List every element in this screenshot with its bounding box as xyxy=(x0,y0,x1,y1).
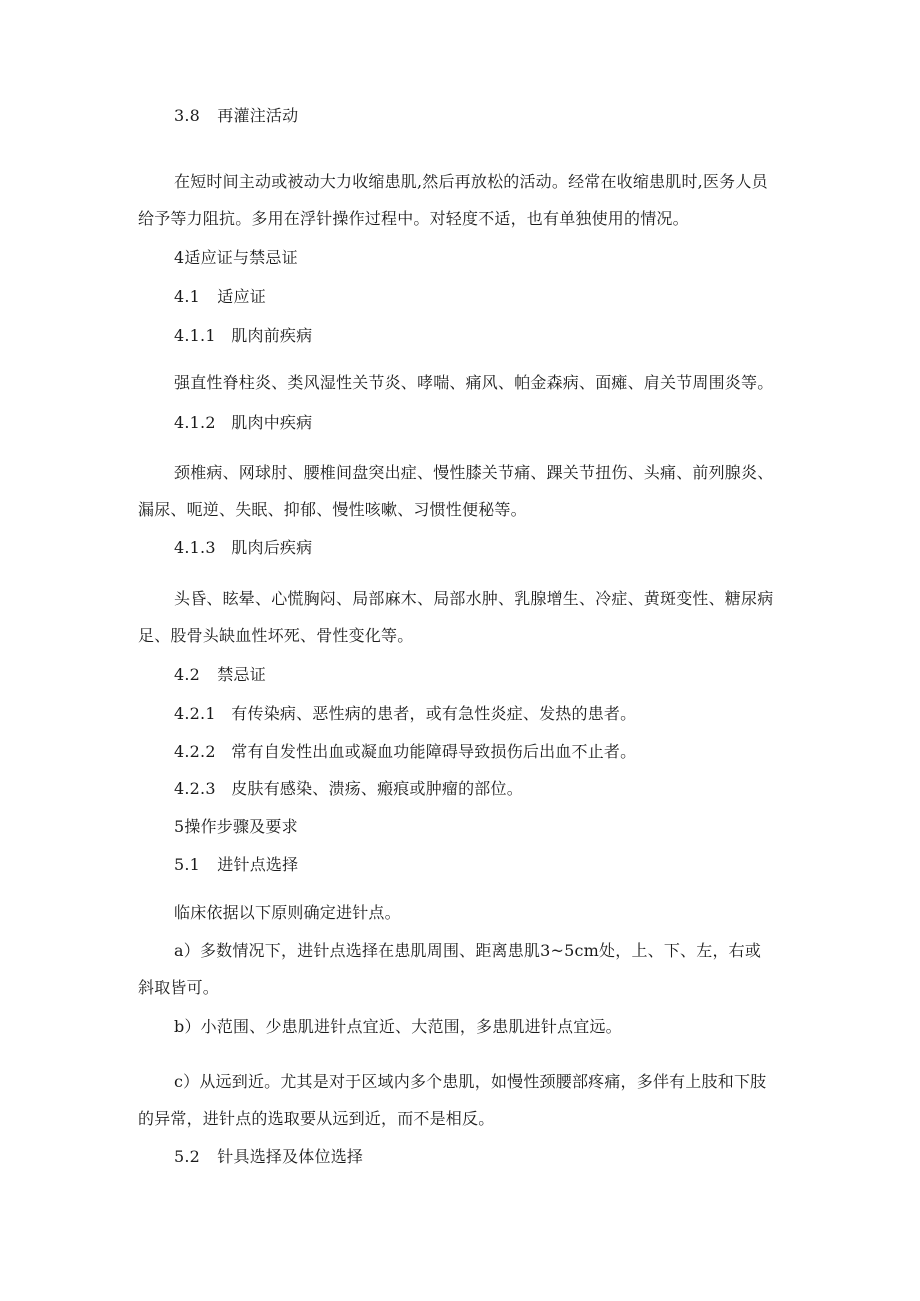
heading-4-1-3 xyxy=(174,538,312,558)
section-title: 禁忌证 xyxy=(217,665,266,684)
section-number: 5.2 xyxy=(174,1147,201,1166)
heading-4-2 xyxy=(174,665,266,685)
section-number: 4.1.1 xyxy=(174,326,216,345)
section-title: 皮肤有感染、溃疡、瘢痕或肿瘤的部位。 xyxy=(231,779,523,798)
section-title: 肌肉中疾病 xyxy=(231,413,313,432)
list-item-c: c）从远到近。尤其是对于区域内多个患肌，如慢性颈腰部疼痛，多伴有上肢和下肢的异常，进针点的选取要从远到近，而不是相反。 xyxy=(138,1072,767,1128)
paragraph-4-1-3-body: 头昏、眩晕、心慌胸闷、局部麻木、局部水肿、乳腺增生、冷症、黄斑变性、糖尿病足、股骨头缺血性坏死、骨性变化等。 xyxy=(138,589,774,645)
section-title: 再灌注活动 xyxy=(217,106,299,125)
item-4-2-3 xyxy=(174,779,523,799)
section-number: 4.2.3 xyxy=(174,779,216,798)
section-title: 有传染病、恶性病的患者，或有急性炎症、发热的患者。 xyxy=(231,704,637,723)
section-title: 肌肉前疾病 xyxy=(231,326,313,345)
paragraph-4-1-2-body: 颈椎病、网球肘、腰椎间盘突出症、慢性膝关节痛、踝关节扭伤、头痛、前列腺炎、漏尿、呃逆、失眠、抑郁、慢性咳嗽、习惯性便秘等。 xyxy=(138,463,774,519)
heading-4: 4适应证与禁忌证 xyxy=(174,248,298,267)
heading-5-1 xyxy=(174,855,298,875)
section-number: 4.1.2 xyxy=(174,413,216,432)
section-title: 常有自发性出血或凝血功能障碍导致损伤后出血不止者。 xyxy=(231,742,637,761)
heading-3-8 xyxy=(174,106,298,126)
section-title: 肌肉后疾病 xyxy=(231,538,313,557)
paragraph-4-1-1-body: 强直性脊柱炎、类风湿性关节炎、哮喘、痛风、帕金森病、面瘫、肩关节周围炎等。 xyxy=(174,373,774,392)
heading-5-2 xyxy=(174,1147,363,1167)
heading-4-1-1 xyxy=(174,326,312,346)
list-item-b: b）小范围、少患肌进针点宜近、大范围，多患肌进针点宜远。 xyxy=(174,1017,622,1036)
item-4-2-1 xyxy=(174,704,636,724)
heading-5: 5操作步骤及要求 xyxy=(174,817,298,836)
list-item-a: a）多数情况下，进针点选择在患肌周围、距离患肌3~5cm处，上、下、左，右或斜取皆可。 xyxy=(138,941,762,997)
heading-4-1-2 xyxy=(174,413,312,433)
paragraph-3-8-body: 在短时间主动或被动大力收缩患肌,然后再放松的活动。经常在收缩患肌时,医务人员给予等力阻抗。多用在浮针操作过程中。对轻度不适，也有单独使用的情况。 xyxy=(138,172,768,228)
section-number: 4.1.3 xyxy=(174,538,216,557)
heading-4-1 xyxy=(174,287,266,307)
section-number: 5.1 xyxy=(174,855,201,874)
section-number: 3.8 xyxy=(174,106,201,125)
section-number: 4.1 xyxy=(174,287,201,306)
section-title: 进针点选择 xyxy=(217,855,299,874)
section-number: 4.2.2 xyxy=(174,742,216,761)
section-title: 针具选择及体位选择 xyxy=(217,1147,364,1166)
section-number: 4.2 xyxy=(174,665,201,684)
paragraph-5-1-intro: 临床依据以下原则确定进针点。 xyxy=(174,903,401,922)
item-4-2-2 xyxy=(174,742,636,762)
section-title: 适应证 xyxy=(217,287,266,306)
section-number: 4.2.1 xyxy=(174,704,216,723)
